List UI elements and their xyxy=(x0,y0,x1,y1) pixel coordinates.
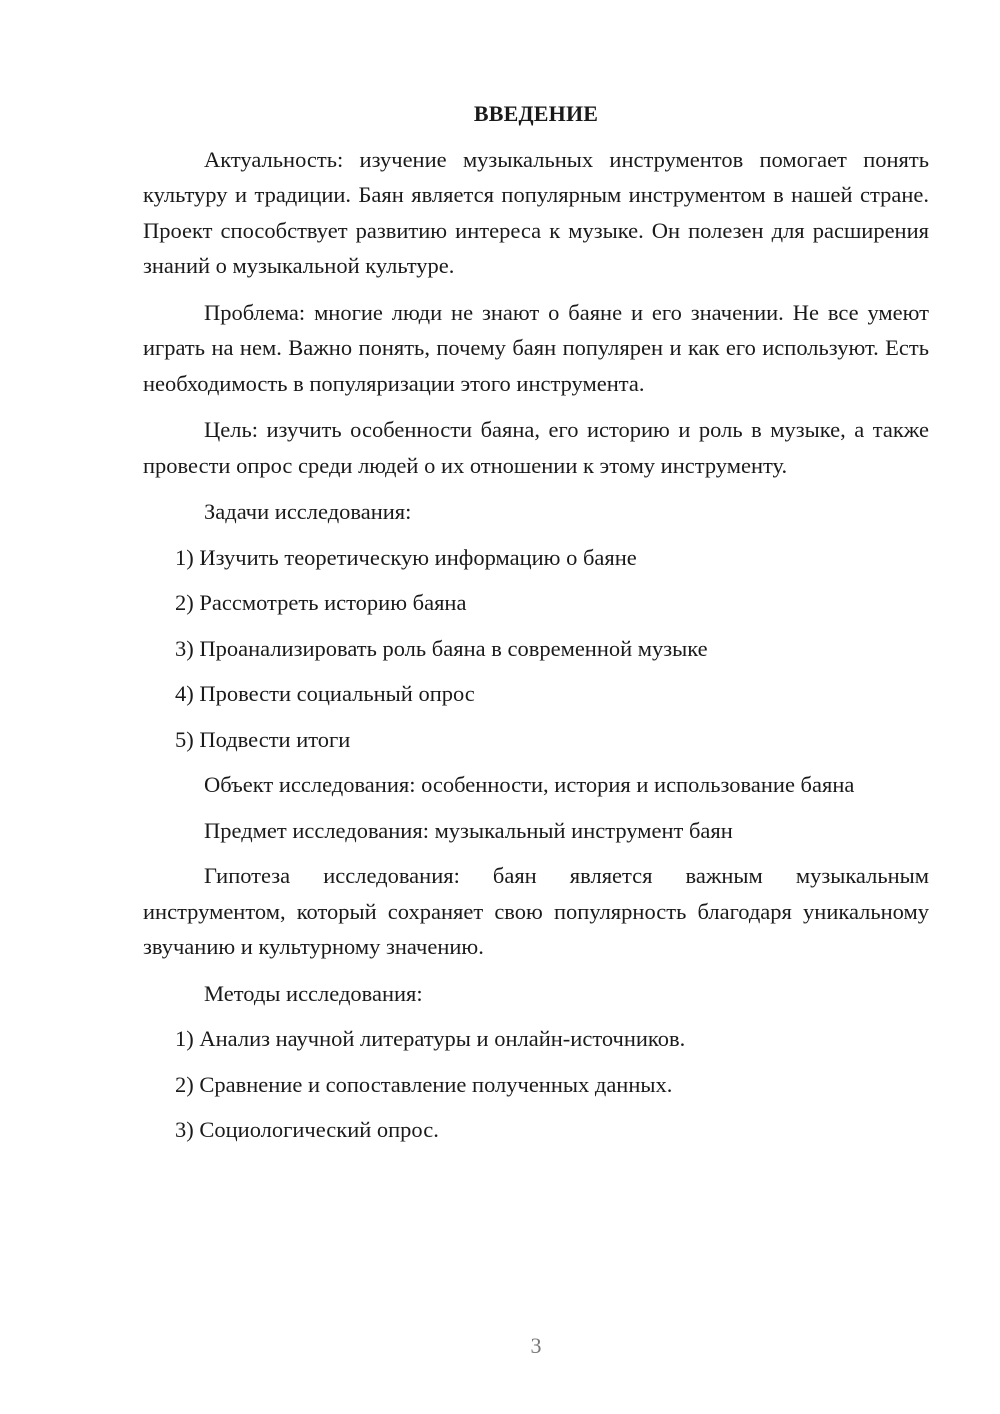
methods-list xyxy=(143,1021,929,1148)
list-item: 2) Сравнение и сопоставление полученных данных. xyxy=(175,1071,673,1097)
list-item: 4) Провести социальный опрос xyxy=(175,681,475,706)
tasks-label: Задачи исследования: xyxy=(204,499,412,524)
tasks-list xyxy=(143,540,929,758)
section-heading: ВВЕДЕНИЕ xyxy=(473,101,599,126)
list-item: 2) Рассмотреть историю баяна xyxy=(175,590,467,615)
goal-paragraph: Цель: изучить особенности баяна, его историю и роль в музыке, а также провести опрос среди людей о их отношении к этому инструменту. xyxy=(143,417,929,478)
list-item: 1) Изучить теоретическую информацию о баяне xyxy=(175,544,637,570)
subject-line: Предмет исследования: музыкальный инструмент баян xyxy=(204,817,733,843)
list-item: 3) Социологический опрос. xyxy=(175,1117,439,1142)
list-item: 3) Проанализировать роль баяна в современной музыке xyxy=(175,635,708,661)
list-item: 5) Подвести итоги xyxy=(175,726,351,752)
relevance-paragraph: Актуальность: изучение музыкальных инструментов помогает понять культуру и традиции. Баян является популярным инструментом в нашей стране. Проект способствует развитию интереса к музыке. Он полезен для расширения знаний о музыкальной культуре. xyxy=(143,146,929,278)
problem-paragraph: Проблема: многие люди не знают о баяне и его значении. Не все умеют играть на нем. Важно понять, почему баян популярен и как его используют. Есть необходимость в популяризации этого инструмента. xyxy=(143,299,929,396)
object-line: Объект исследования: особенности, история и использование баяна xyxy=(204,772,855,797)
list-item: 1) Анализ научной литературы и онлайн-источников. xyxy=(175,1026,686,1051)
hypothesis-paragraph: Гипотеза исследования: баян является важным музыкальным инструментом, который сохраняет свою популярность благодаря уникальному звучанию и культурному значению. xyxy=(143,863,929,959)
methods-label: Методы исследования: xyxy=(204,980,423,1006)
page-content xyxy=(143,96,929,1158)
page-number: 3 xyxy=(530,1333,542,1358)
